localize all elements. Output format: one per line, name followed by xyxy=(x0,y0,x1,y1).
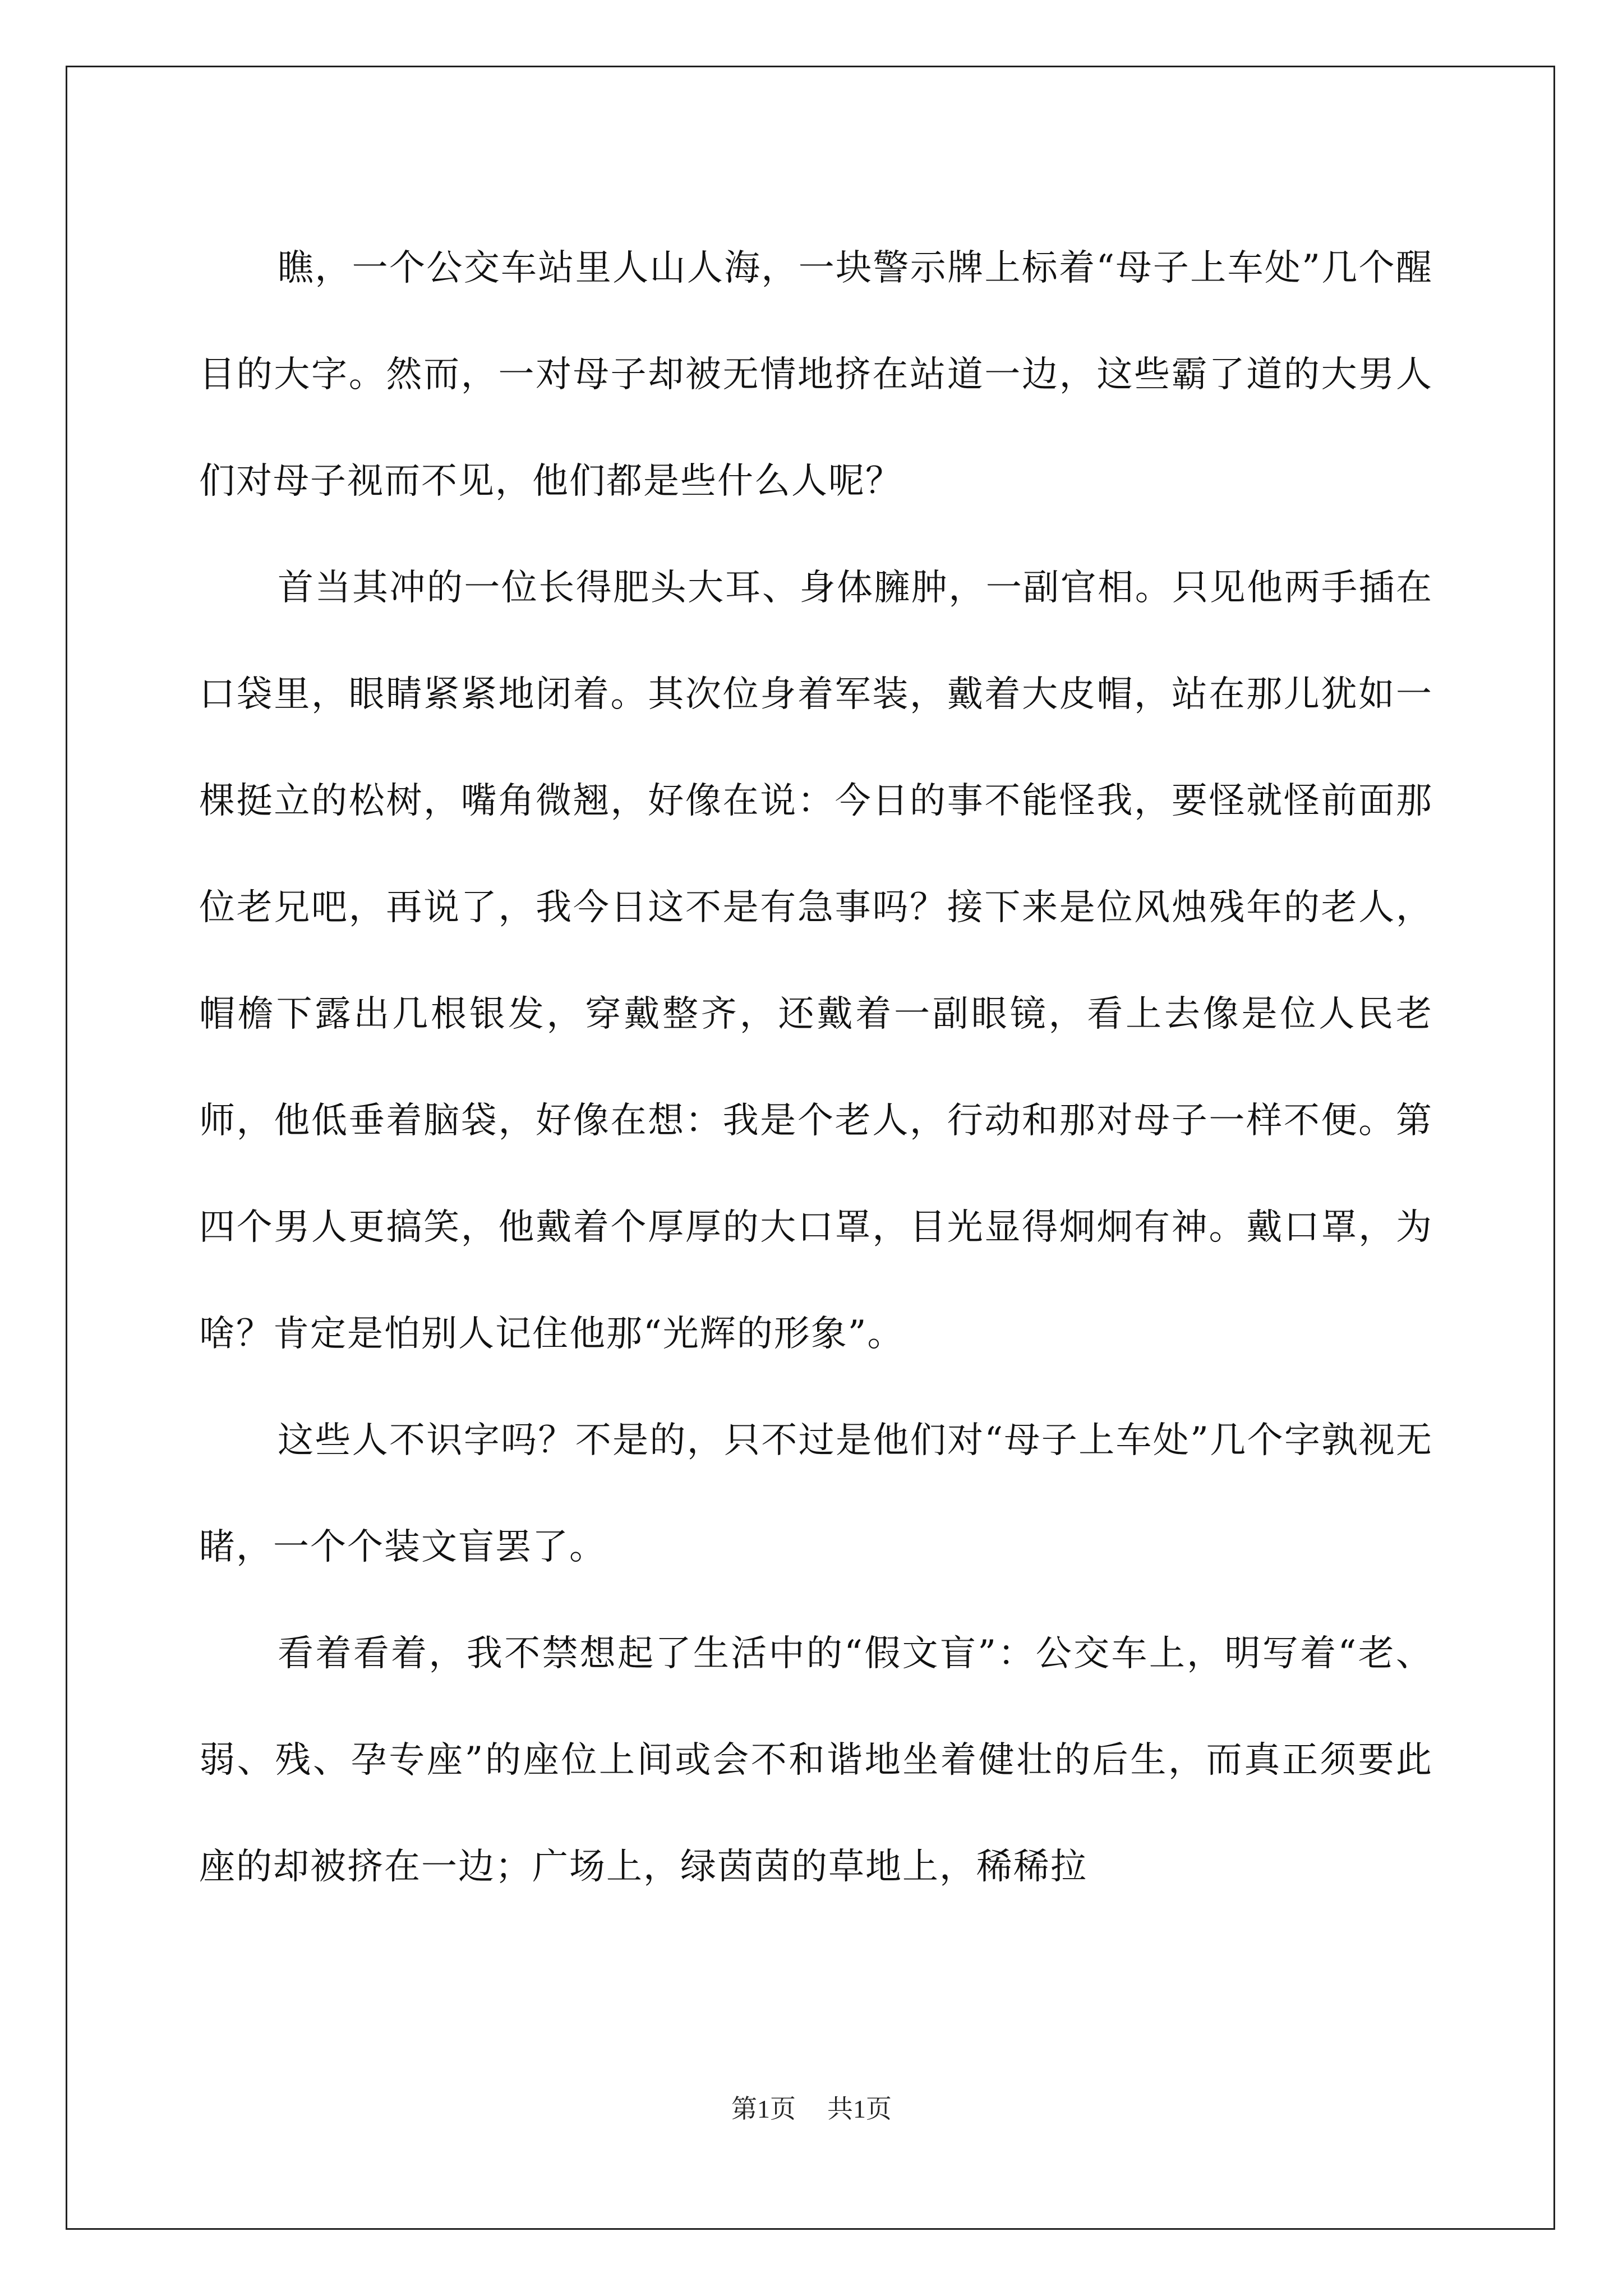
paragraph-4: 看着看着，我不禁想起了生活中的“假文盲”：公交车上，明写着“老、弱、残、孕专座”的座位上间或会不和谐地坐着健壮的后生，而真正须要此座的却被挤在一边；广场上，绿茵茵的草地上，稀稀拉 xyxy=(199,1633,1433,1888)
paragraph-3: 这些人不识字吗？不是的，只不过是他们对“母子上车处”几个字孰视无睹，一个个装文盲罢了。 xyxy=(199,1420,1433,1568)
document-body xyxy=(199,215,1433,1920)
paragraph-1: 瞧，一个公交车站里人山人海，一块警示牌上标着“母子上车处”几个醒目的大字。然而，一对母子却被无情地挤在站道一边，这些霸了道的大男人们对母子视而不见，他们都是些什么人呢？ xyxy=(199,247,1433,502)
page-total: 共1页 xyxy=(827,2095,892,2123)
paragraph-2: 首当其冲的一位长得肥头大耳、身体臃肿，一副官相。只见他两手插在口袋里，眼睛紧紧地闭着。其次位身着军装，戴着大皮帽，站在那儿犹如一棵挺立的松树，嘴角微翘，好像在说：今日的事不能怪我，要怪就怪前面那位老兄吧，再说了，我今日这不是有急事吗？接下来是位风烛残年的老人，帽檐下露出几根银发，穿戴整齐，还戴着一副眼镜，看上去像是位人民老师，他低垂着脑袋，好像在想：我是个老人，行动和那对母子一样不便。第四个男人更搞笑，他戴着个厚厚的大口罩，目光显得炯炯有神。戴口罩，为啥？肯定是怕别人记住他那“光辉的形象”。 xyxy=(199,567,1433,1355)
page-number: 第1页 xyxy=(731,2095,796,2123)
page-footer xyxy=(0,2092,1623,2126)
